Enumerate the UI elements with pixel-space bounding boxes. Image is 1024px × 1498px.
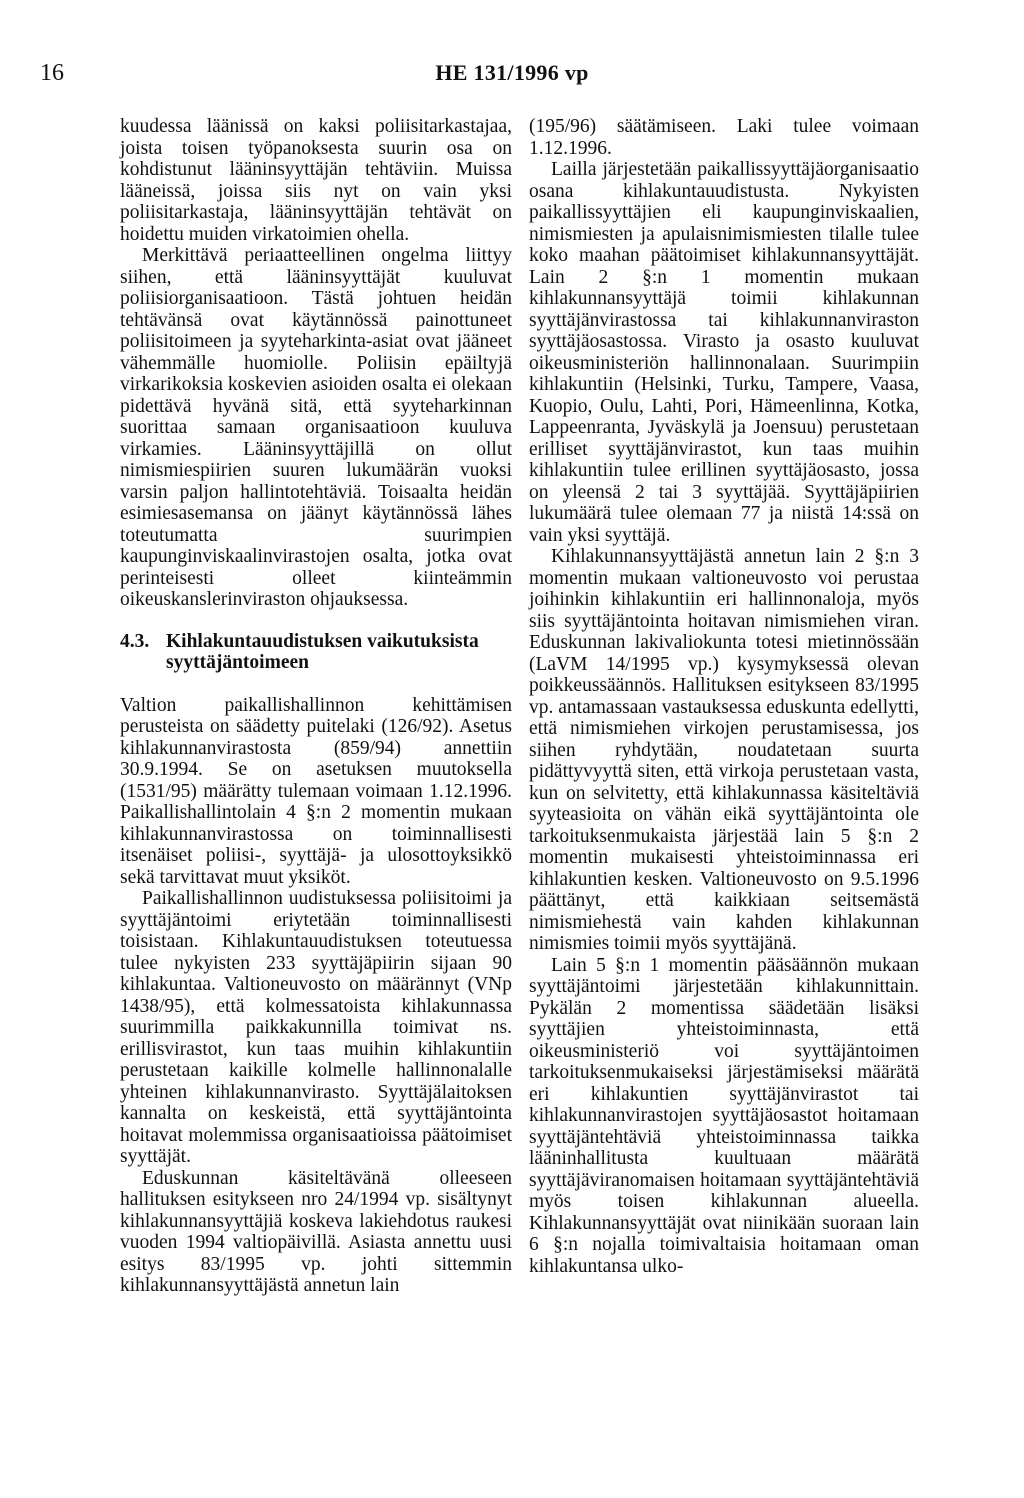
- section-number: 4.3.: [120, 630, 150, 652]
- paragraph: Merkittävä periaatteellinen ongelma liittyy siihen, että lääninsyyttäjät kuuluvat poliisiorganisaatioon. Tästä johtuen heidän tehtävänsä ovat käytännössä painottuneet poliisitoimeen ja syyteharkinta-asiat ovat jääneet vähemmälle huomiolle. Poliisin epäiltyjä virkarikoksia koskevien asioiden osalta ei olekaan pidettävä hyvänä sitä, että syyteharkinnan suorittaa samaan organisaatioon kuuluva virkamies. Lääninsyyttäjillä on ollut nimismiespiirien suuren lukumäärän vuoksi varsin paljon hallintotehtäviä. Toisaalta heidän esimiesasemansa on jäänyt käytännössä lähes toteutumatta suurimpien kaupunginviskaalinvirastojen osalta, jotka ovat perinteisesti olleet kiinteämmin oikeuskanslerinviraston ohjauksessa.: [120, 245, 512, 610]
- paragraph: Valtion paikallishallinnon kehittämisen perusteista on säädetty puitelaki (126/92). Asetus kihlakunnanvirastosta (859/94) annettiin 30.9.1994. Se on asetuksen muutoksella (1531/95) määrätty tulemaan voimaan 1.12.1996. Paikallishallintolain 4 §:n 2 momentin mukaan kihlakunnanvirastossa on toiminnallisesti itsenäiset poliisi-, syyttäjä- ja ulosottoyksikkö sekä tarvittavat muut yksiköt.: [120, 694, 512, 888]
- paragraph: Lailla järjestetään paikallissyyttäjäorganisaatio osana kihlakuntauudistusta. Nykyisten paikallissyyttäjien eli kaupunginviskaalien, nimismiesten ja apulaisnimismiesten tilalle tulee koko maahan päätoimiset kihlakunnansyyttäjät. Lain 2 §:n 1 momentin mukaan kihlakunnansyyttäjä toimii kihlakunnan syyttäjänvirastossa tai kihlakunnanviraston syyttäjäosastossa. Virasto ja osasto kuuluvat oikeusministeriön hallinnonalaan. Suurimpiin kihlakuntiin (Helsinki, Turku, Tampere, Vaasa, Kuopio, Oulu, Lahti, Pori, Hämeenlinna, Kotka, Lappeenranta, Jyväskylä ja Joensuu) perustetaan erilliset syyttäjänvirastot, kun taas muihin kihlakuntiin tulee erillinen syyttäjäosasto, jossa on yleensä 2 tai 3 syyttäjää. Syyttäjäpiirien lukumäärä tulee olemaan 77 ja niistä 14:ssä on vain yksi syyttäjä.: [529, 159, 919, 546]
- page-number: 16: [40, 60, 64, 86]
- section-heading: [120, 631, 512, 674]
- paragraph: (195/96) säätämiseen. Laki tulee voimaan 1.12.1996.: [529, 116, 919, 159]
- paragraph: Lain 5 §:n 1 momentin pääsäännön mukaan syyttäjäntoimi järjestetään kihlakunnittain. Pykälän 2 momentissa säädetään lisäksi syyttäjien yhteistoiminnasta, että oikeusministeriö voi syyttäjäntoimen tarkoituksenmukaiseksi järjestämiseksi määrätä eri kihlakuntien syyttäjänvirastot tai kihlakunnanvirastojen syyttäjäosastot hoitamaan syyttäjäntehtäviä yhteistoiminnassa taikka lääninhallitusta kuultuaan määrätä syyttäjäviranomaisen hoitamaan syyttäjäntehtäviä myös toisen kihlakunnan alueella. Kihlakunnansyyttäjät ovat niinikään suoraan lain 6 §:n nojalla toimivaltaisia hoitamaan oman kihlakuntansa ulko-: [529, 954, 919, 1277]
- document-id: HE 131/1996 vp: [435, 60, 589, 85]
- paragraph: kuudessa läänissä on kaksi poliisitarkastajaa, joista toisen työpanoksesta suurin osa on kohdistunut lääninsyyttäjän tehtäviin. Muissa lääneissä, joissa siis nyt on vain yksi poliisitarkastaja, lääninsyyttäjän tehtävät on hoidettu muiden virkatoimien ohella.: [120, 116, 512, 245]
- page-header: [40, 60, 984, 100]
- right-column: [529, 116, 919, 1277]
- paragraph: Eduskunnan käsiteltävänä olleeseen hallituksen esitykseen nro 24/1994 vp. sisältynyt kihlakunnansyyttäjiä koskeva lakiehdotus raukesi vuoden 1994 valtiopäivillä. Asiasta annettu uusi esitys 83/1995 vp. johti sittemmin kihlakunnansyyttäjästä annetun lain: [120, 1167, 512, 1296]
- left-column: [120, 116, 512, 1297]
- paragraph: Paikallishallinnon uudistuksessa poliisitoimi ja syyttäjäntoimi eriytetään toiminnallisesti toisistaan. Kihlakuntauudistuksen toteutuessa tulee nykyisten 233 syyttäjäpiirin sijaan 90 kihlakuntaa. Valtioneuvosto on määrännyt (VNp 1438/95), että kolmessatoista kihlakunnassa suurimmilla paikkakunnilla toimivat ns. erillisvirastot, kun taas muihin kihlakuntiin perustetaan kaikille kolmelle hallinnonalalle yhteinen kihlakunnanvirasto. Syyttäjälaitoksen kannalta on keskeistä, että syyttäjäntointa hoitavat molemmissa organisaatioissa päätoimiset syyttäjät.: [120, 888, 512, 1167]
- paragraph: Kihlakunnansyyttäjästä annetun lain 2 §:n 3 momentin mukaan valtioneuvosto voi perustaa joihinkin kihlakuntiin eri hallinnonaloja, myös siis syyttäjäntointa hoitavan nimismiehen viran. Eduskunnan lakivaliokunta totesi mietinnössään (LaVM 14/1995 vp.) kysymyksessä olevan poikkeussäännös. Hallituksen esitykseen 83/1995 vp. antamassaan vastauksessa eduskunta edellytti, että nimismiehen virkojen perustamisessa, jos siihen ryhdytään, noudatetaan suurta pidättyvyyttä siten, että virkoja perustetaan vasta, kun on selvitetty, että kihlakunnassa käsiteltäviä syyteasioita on vähän eikä syyttäjäntointa ole tarkoituksenmukaista järjestää lain 5 §:n 2 momentin mukaisesti yhteistoiminnassa eri kihlakuntien kesken. Valtioneuvosto on 9.5.1996 päättänyt, että kaikkiaan seitsemästä nimismiehestä vain kahden kihlakunnan nimismies toimii myös syyttäjänä.: [529, 546, 919, 954]
- section-title: Kihlakuntauudistuksen vaikutuksista syyttäjäntoimeen: [166, 630, 479, 673]
